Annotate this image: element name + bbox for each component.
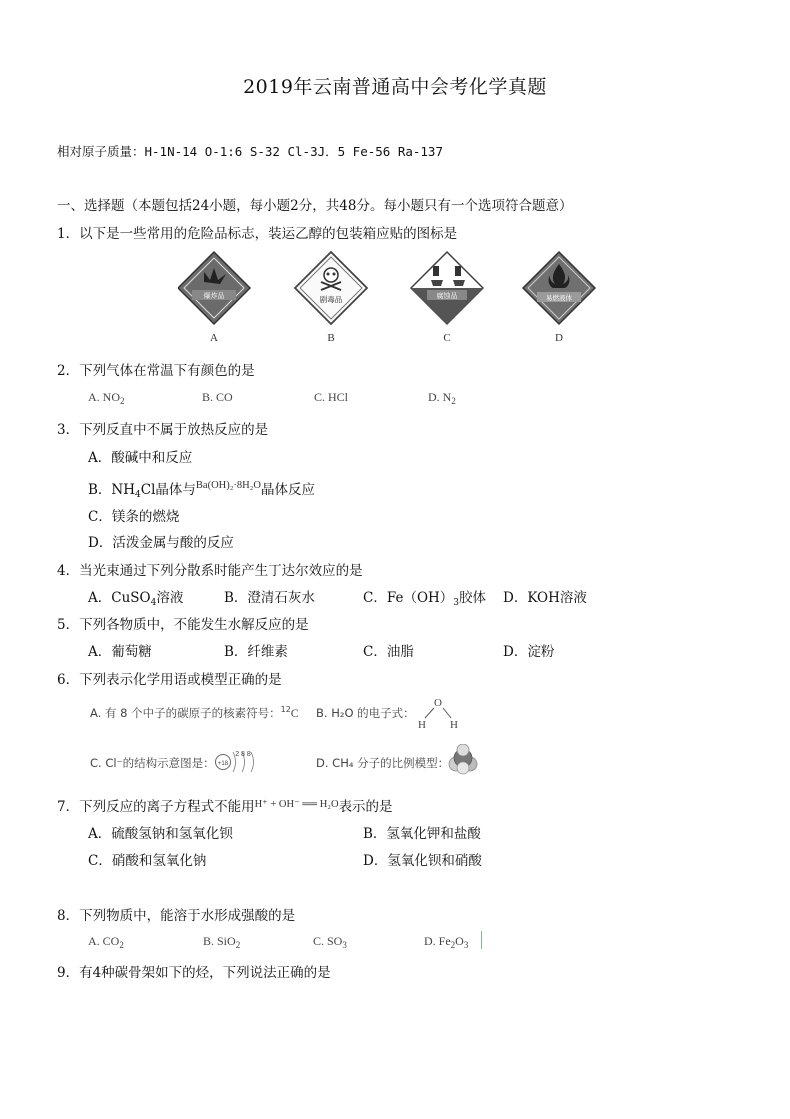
skull-crossbones-icon [295,252,367,344]
explosion-icon [178,252,250,344]
q2-option-a: A. $NO_2$ [88,390,125,406]
q7-option-b: B．氢氧化钾和盐酸 [363,826,481,842]
q2-option-d: D. $N_2$ [428,390,456,406]
hazard-signs-row [178,250,618,346]
q2-option-c: C. HCl [314,390,349,404]
water-h2: H [450,719,458,731]
hazard-signs-figure [178,250,618,346]
q3-option-a: A．酸碱中和反应 [88,450,193,466]
question-2-stem: 2．下列气体在常温下有颜色的是 [57,363,255,379]
q4-option-a: A．CuSO$_4$溶液 [88,590,184,608]
sign-b-letter: B [327,332,335,344]
methane-space-filling-model [446,744,480,776]
q8-option-d: D. $Fe_2O_3$ [424,934,469,950]
atomic-mass-text: 相对原子质量：H-1N-14 O-1:6 S-32 Cl-3J．5 Fe-56 Ra-137 [57,144,443,159]
sign-c-letter: C [443,332,451,344]
question-9-stem: 9．有4种碳骨架如下的烃，下列说法正确的是 [57,965,331,981]
q8-option-b: B. SiO$_2$ [203,934,241,950]
q3-option-b: B．$NH_4Cl$晶体与$^{Ba(OH)_2\cdot 8H_2O}$晶体反应 [88,480,315,500]
q4-option-b: B．澄清石灰水 [224,590,315,606]
q8-option-a: A. $CO_2$ [88,934,124,950]
question-8-stem: 8．下列物质中，能溶于水形成强酸的是 [57,908,296,924]
q8-option-c: C. $SO_3$ [313,934,347,950]
sign-a-letter: A [210,332,218,344]
question-4-stem: 4．当光束通过下列分散系时能产生丁达尔效应的是 [57,563,363,579]
q7-option-c: C．硝酸和氢氧化钠 [88,853,207,869]
question-7-stem: 7．下列反应的离子方程式不能用$^{H^+ + OH^- ══ H_2O}$表示的是 [57,799,393,815]
q5-option-b: B．纤维素 [224,644,288,660]
q7-option-d: D．氢氧化钡和硝酸 [363,853,482,869]
page-title: 2019年云南普通高中会考化学真题 [243,76,547,98]
chloride-structure-diagram [214,746,264,776]
water-electron-formula [412,694,462,734]
q5-option-a: A．葡萄糖 [88,644,152,660]
barium-hydroxide-formula: Ba(OH)₂·8H₂O [195,480,261,491]
q5-option-d: D．淀粉 [503,644,555,660]
scan-artifact-line [481,931,482,949]
ion-equation: H⁺ + OH⁻ ══ H₂O [254,799,339,810]
question-5-stem: 5．下列各物质中，不能发生水解反应的是 [57,617,309,633]
sign-d-text: 易燃液体 [546,294,572,302]
q6-option-d: D. CH₄ 分子的比例模型： [316,756,450,770]
sign-c-text: 腐蚀品 [436,292,458,300]
water-h1: H [418,719,426,731]
water-o: O [434,697,442,709]
question-3-stem: 3．下列反直中不属于放热反应的是 [57,422,269,438]
sign-d-letter: D [555,332,563,344]
q2-option-b: B. CO [202,390,233,404]
q6-option-a: A. 有 8 个中子的碳原子的核素符号：$^{12}$C [90,705,299,720]
chloride-nucleus: +18 [217,761,229,767]
q3-option-c: C．镁条的燃烧 [88,509,180,525]
flame-icon [523,252,595,344]
question-6-stem: 6．下列表示化学用语或模型正确的是 [57,672,282,688]
sign-b-text: 剧毒品 [319,295,343,304]
q6-option-b: B. H₂O 的电子式： [316,706,415,720]
q5-option-c: C．油脂 [363,644,414,660]
chloride-shells: 2 8 8 [235,751,251,758]
q7-option-a: A．硫酸氢钠和氢氧化钡 [88,826,233,842]
q4-option-d: D．KOH溶液 [503,590,587,606]
q3-option-d: D．活泼金属与酸的反应 [88,535,234,551]
corrosive-icon [411,252,483,344]
q6-option-c: C. Cl⁻的结构示意图是： [90,756,215,770]
question-1-stem: 1．以下是一些常用的危险品标志，装运乙醇的包装箱应贴的图标是 [57,226,458,242]
atomic-mass-line [57,142,443,160]
sign-a-text: 爆炸品 [203,292,225,300]
q4-option-c: C．$Fe(OH)_3$胶体 [363,590,487,608]
section-heading: 一、选择题（本题包括24小题，每小题2分，共48分。每小题只有一个选项符合题意） [57,198,573,214]
